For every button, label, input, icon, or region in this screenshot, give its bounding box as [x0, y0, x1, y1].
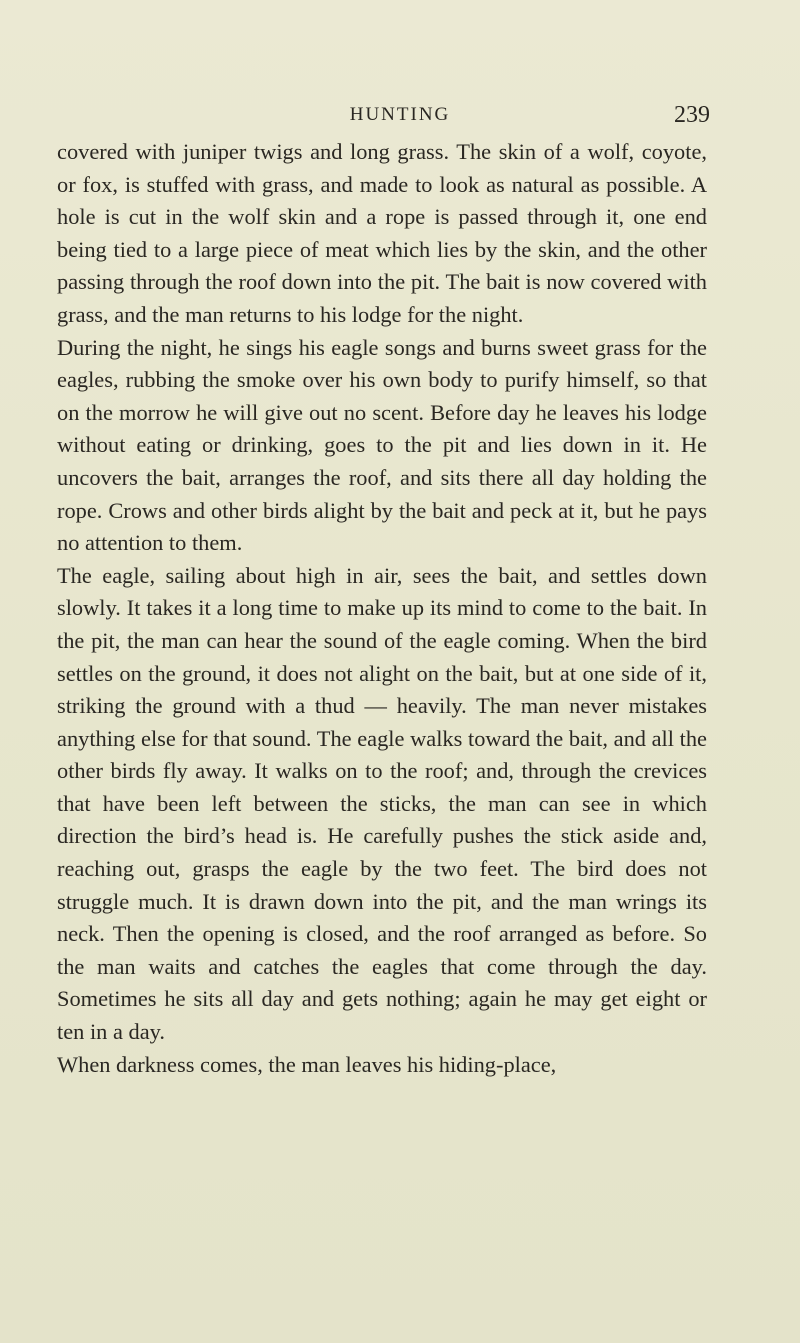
- running-head-title: HUNTING: [349, 104, 451, 125]
- body-text: [57, 136, 707, 1081]
- paragraph-night-ritual: During the night, he sings his eagle songs and burns sweet grass for the eagles, rubbing the smoke over his own body to purify himself, so that on the morrow he will give out no scent. Before day he leaves his lodge without eating or drinking, goes to the pit and lies down in it. He uncovers the bait, arranges the roof, and sits there all day holding the rope. Crows and other birds alight by the bait and peck at it, but he pays no attention to them.: [57, 334, 707, 556]
- paragraph-darkness: When darkness comes, the man leaves his hiding-place,: [57, 1051, 557, 1077]
- paragraph-continuation: covered with juniper twigs and long grass. The skin of a wolf, coyote, or fox, is stuffed with grass, and made to look as natural as possible. A hole is cut in the wolf skin and a rope is passed through it, one end being tied to a large piece of meat which lies by the skin, and the other passing through the roof down into the pit. The bait is now covered with grass, and the man returns to his lodge for the night.: [57, 139, 707, 327]
- page-number: 239: [674, 102, 710, 128]
- running-head: [0, 100, 800, 130]
- paragraph-eagle-capture: The eagle, sailing about high in air, sees the bait, and settles down slowly. It takes it a long time to make up its mind to come to the bait. In the pit, the man can hear the sound of the eagle coming. When the bird settles on the ground, it does not alight on the bait, but at one side of it, striking the ground with a thud — heavily. The man never mistakes anything else for that sound. The eagle walks toward the bait, and all the other birds fly away. It walks on to the roof; and, through the crevices that have been left between the sticks, the man can see in which direction the bird’s head is. He carefully pushes the stick aside and, reaching out, grasps the eagle by the two feet. The bird does not struggle much. It is drawn down into the pit, and the man wrings its neck. Then the opening is closed, and the roof arranged as before. So the man waits and catches the eagles that come through the day. Sometimes he sits all day and gets nothing; again he may get eight or ten in a day.: [57, 562, 707, 1045]
